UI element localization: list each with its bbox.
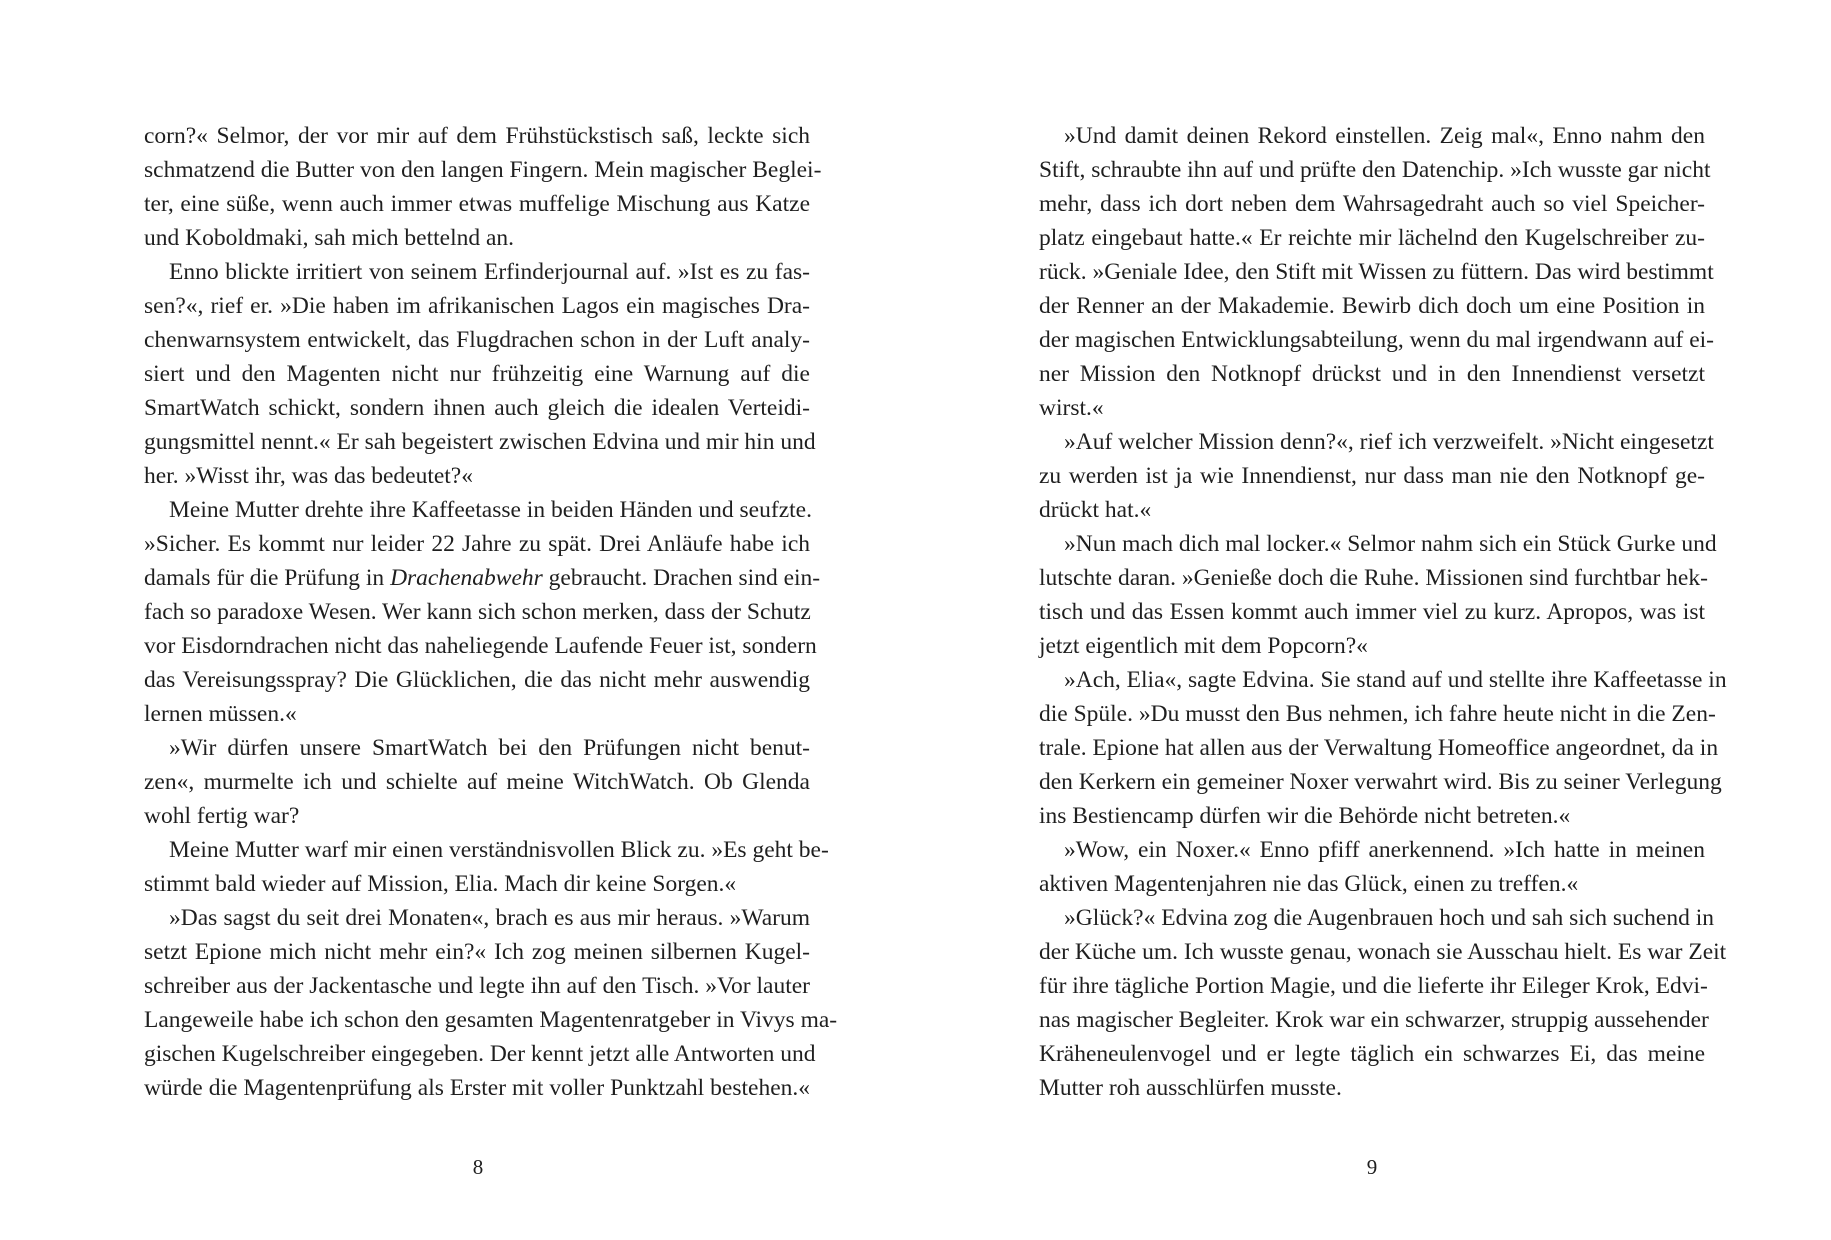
text-segment: zu werden ist ja wie Innendienst, nur dass man nie den Notknopf ge- xyxy=(1039,463,1705,489)
text-segment: Kräheneulenvogel und er legte täglich ein schwarzes Ei, das meine xyxy=(1039,1041,1705,1067)
text-segment: Langeweile habe ich schon den gesamten Magentenratgeber in Vivys ma- xyxy=(144,1007,838,1033)
text-line xyxy=(1039,935,1727,969)
text-line xyxy=(144,425,816,459)
left-page xyxy=(0,0,915,1240)
left-page-number: 8 xyxy=(472,1155,484,1179)
text-segment: gebraucht. Drachen sind ein- xyxy=(542,565,821,591)
text-line xyxy=(1039,731,1719,765)
text-segment: »Ach, Elia«, sagte Edvina. Sie stand auf und stellte ihre Kaffeetasse in xyxy=(1064,667,1727,693)
text-line xyxy=(1039,765,1722,799)
text-line xyxy=(144,731,810,765)
text-line xyxy=(144,221,810,255)
text-segment: schmatzend die Butter von den langen Fingern. Mein magischer Beglei- xyxy=(144,157,822,183)
text-line xyxy=(144,289,810,323)
text-segment: lutschte daran. »Genieße doch die Ruhe. Missionen sind furchtbar hek- xyxy=(1039,565,1708,591)
text-line xyxy=(1039,187,1705,221)
text-segment: zen«, murmelte ich und schielte auf meine WitchWatch. Ob Glenda xyxy=(144,769,810,795)
text-line xyxy=(1039,799,1705,833)
text-segment: Meine Mutter drehte ihre Kaffeetasse in beiden Händen und seufzte. xyxy=(169,497,812,523)
text-segment: »Wir dürfen unsere SmartWatch bei den Prüfungen nicht benut- xyxy=(169,735,810,761)
text-line xyxy=(144,595,810,629)
text-line xyxy=(1039,425,1714,459)
text-line xyxy=(144,255,810,289)
text-line xyxy=(144,187,810,221)
text-segment: ins Bestiencamp dürfen wir die Behörde nicht betreten.« xyxy=(1039,803,1571,829)
text-segment: trale. Epione hat allen aus der Verwaltung Homeoffice angeordnet, da in xyxy=(1039,735,1719,761)
text-line xyxy=(144,697,810,731)
text-segment: chenwarnsystem entwickelt, das Flugdrachen schon in der Luft analy- xyxy=(144,327,810,353)
text-line xyxy=(1039,595,1705,629)
text-line xyxy=(144,1037,816,1071)
text-segment: rück. »Geniale Idee, den Stift mit Wissen zu füttern. Das wird bestimmt xyxy=(1039,259,1714,285)
text-line xyxy=(144,833,829,867)
text-segment: lernen müssen.« xyxy=(144,701,297,727)
text-line xyxy=(1039,357,1705,391)
text-line xyxy=(144,663,810,697)
text-segment: damals für die Prüfung in xyxy=(144,565,391,591)
text-line xyxy=(1039,323,1715,357)
text-segment: SmartWatch schickt, sondern ihnen auch gleich die idealen Verteidi- xyxy=(144,395,810,421)
text-segment: »Und damit deinen Rekord einstellen. Zeig mal«, Enno nahm den xyxy=(1064,123,1705,149)
text-segment: stimmt bald wieder auf Mission, Elia. Mach dir keine Sorgen.« xyxy=(144,871,737,897)
text-segment: »Wow, ein Noxer.« Enno pfiff anerkennend. »Ich hatte in meinen xyxy=(1064,837,1705,863)
text-segment: sen?«, rief er. »Die haben im afrikanischen Lagos ein magisches Dra- xyxy=(144,293,810,319)
text-line xyxy=(144,1071,810,1105)
text-segment: Mutter roh ausschlürfen musste. xyxy=(1039,1075,1342,1101)
text-segment: aktiven Magentenjahren nie das Glück, einen zu treffen.« xyxy=(1039,871,1579,897)
text-segment: »Das sagst du seit drei Monaten«, brach es aus mir heraus. »Warum xyxy=(169,905,810,931)
text-line xyxy=(144,867,810,901)
text-line xyxy=(1039,833,1705,867)
text-line xyxy=(1039,663,1727,697)
text-line xyxy=(144,799,810,833)
text-line xyxy=(1039,391,1705,425)
text-segment: setzt Epione mich nicht mehr ein?« Ich zog meinen silbernen Kugel- xyxy=(144,939,810,965)
text-segment: ner Mission den Notknopf drückst und in den Innendienst versetzt xyxy=(1039,361,1705,387)
text-line xyxy=(1039,493,1705,527)
text-segment: das Vereisungsspray? Die Glücklichen, die das nicht mehr auswendig xyxy=(144,667,810,693)
text-segment: »Nun mach dich mal locker.« Selmor nahm sich ein Stück Gurke und xyxy=(1064,531,1717,557)
text-line xyxy=(1039,697,1716,731)
text-segment: gungsmittel nennt.« Er sah begeistert zwischen Edvina und mir hin und xyxy=(144,429,816,455)
right-page-text xyxy=(1039,119,1727,1105)
text-segment: jetzt eigentlich mit dem Popcorn?« xyxy=(1039,633,1368,659)
text-segment: würde die Magentenprüfung als Erster mit voller Punktzahl bestehen.« xyxy=(144,1075,810,1101)
text-segment: für ihre tägliche Portion Magie, und die lieferte ihr Eileger Krok, Edvi- xyxy=(1039,973,1708,999)
text-segment: fach so paradoxe Wesen. Wer kann sich schon merken, dass der Schutz xyxy=(144,599,811,625)
text-segment: die Spüle. »Du musst den Bus nehmen, ich fahre heute nicht in die Zen- xyxy=(1039,701,1716,727)
text-line xyxy=(144,459,810,493)
text-segment: vor Eisdorndrachen nicht das naheliegende Laufende Feuer ist, sondern xyxy=(144,633,817,659)
text-line xyxy=(144,527,810,561)
text-line xyxy=(144,323,810,357)
text-segment: siert und den Magenten nicht nur frühzeitig eine Warnung auf die xyxy=(144,361,810,387)
text-line xyxy=(144,1003,838,1037)
text-segment: »Sicher. Es kommt nur leider 22 Jahre zu spät. Drei Anläufe habe ich xyxy=(144,531,810,557)
text-line xyxy=(144,561,821,595)
text-segment: der Küche um. Ich wusste genau, wonach sie Ausschau hielt. Es war Zeit xyxy=(1039,939,1727,965)
text-line xyxy=(144,935,810,969)
text-line xyxy=(1039,629,1705,663)
text-segment: platz eingebaut hatte.« Er reichte mir lächelnd den Kugelschreiber zu- xyxy=(1039,225,1705,251)
text-line xyxy=(1039,867,1705,901)
text-segment: den Kerkern ein gemeiner Noxer verwahrt wird. Bis zu seiner Verlegung xyxy=(1039,769,1722,795)
text-line xyxy=(1039,289,1705,323)
text-segment: Meine Mutter warf mir einen verständnisvollen Blick zu. »Es geht be- xyxy=(169,837,829,863)
text-segment: der Renner an der Makademie. Bewirb dich doch um eine Position in xyxy=(1039,293,1705,319)
text-line xyxy=(144,629,817,663)
text-segment: Enno blickte irritiert von seinem Erfinderjournal auf. »Ist es zu fas- xyxy=(169,259,810,285)
text-line xyxy=(144,969,810,1003)
text-line xyxy=(144,153,822,187)
text-line xyxy=(1039,527,1717,561)
right-page-number: 9 xyxy=(1366,1155,1378,1179)
text-segment: wirst.« xyxy=(1039,395,1104,421)
text-line xyxy=(144,493,810,527)
text-line xyxy=(1039,255,1714,289)
text-line xyxy=(144,391,810,425)
text-segment: »Glück?« Edvina zog die Augenbrauen hoch und sah sich suchend in xyxy=(1064,905,1715,931)
text-segment: tisch und das Essen kommt auch immer viel zu kurz. Apropos, was ist xyxy=(1039,599,1705,625)
text-segment: und Koboldmaki, sah mich bettelnd an. xyxy=(144,225,515,251)
text-segment: nas magischer Begleiter. Krok war ein schwarzer, struppig aussehender xyxy=(1039,1007,1709,1033)
text-segment: »Auf welcher Mission denn?«, rief ich verzweifelt. »Nicht eingesetzt xyxy=(1064,429,1714,455)
text-segment: schreiber aus der Jackentasche und legte ihn auf den Tisch. »Vor lauter xyxy=(144,973,810,999)
text-segment: mehr, dass ich dort neben dem Wahrsagedraht auch so viel Speicher- xyxy=(1039,191,1705,217)
italic-text-segment: Drachenabwehr xyxy=(390,565,543,591)
text-segment: her. »Wisst ihr, was das bedeutet?« xyxy=(144,463,473,489)
text-segment: der magischen Entwicklungsabteilung, wenn du mal irgendwann auf ei- xyxy=(1039,327,1715,353)
text-line xyxy=(1039,153,1711,187)
text-line xyxy=(1039,119,1705,153)
text-segment: ter, eine süße, wenn auch immer etwas muffelige Mischung aus Katze xyxy=(144,191,810,217)
text-line xyxy=(1039,459,1705,493)
text-line xyxy=(144,765,810,799)
text-segment: gischen Kugelschreiber eingegeben. Der kennt jetzt alle Antworten und xyxy=(144,1041,816,1067)
text-line xyxy=(1039,969,1708,1003)
text-line xyxy=(144,119,810,153)
text-line xyxy=(1039,221,1705,255)
text-line xyxy=(1039,1003,1709,1037)
text-line xyxy=(144,357,810,391)
text-line xyxy=(144,901,810,935)
text-segment: wohl fertig war? xyxy=(144,803,300,829)
text-segment: drückt hat.« xyxy=(1039,497,1152,523)
text-line xyxy=(1039,901,1715,935)
text-line xyxy=(1039,1071,1705,1105)
text-line xyxy=(1039,561,1708,595)
text-segment: corn?« Selmor, der vor mir auf dem Frühstückstisch saß, leckte sich xyxy=(144,123,810,149)
text-line xyxy=(1039,1037,1705,1071)
text-segment: Stift, schraubte ihn auf und prüfte den Datenchip. »Ich wusste gar nicht xyxy=(1039,157,1711,183)
left-page-text xyxy=(144,119,838,1105)
right-page xyxy=(916,0,1831,1240)
